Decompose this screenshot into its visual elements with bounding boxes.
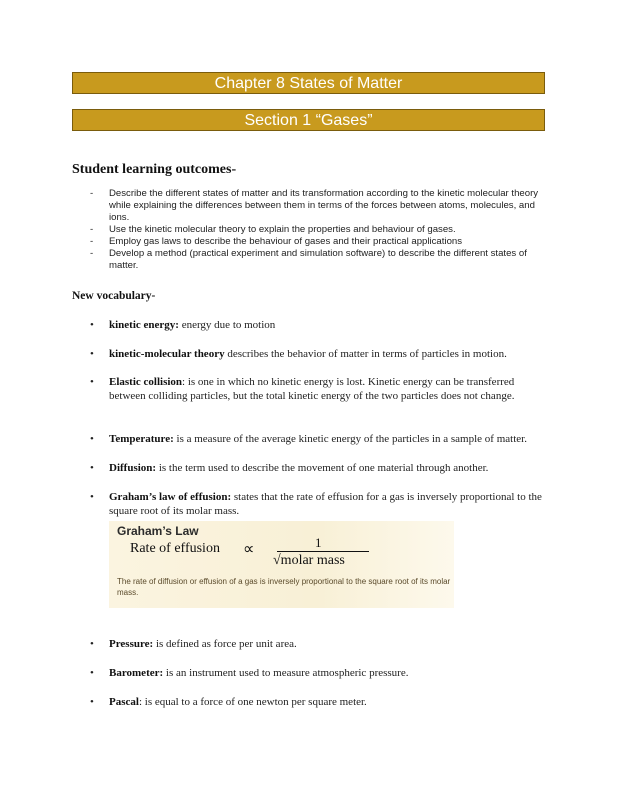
term-label: Temperature:	[109, 433, 174, 445]
vocab-term-pascal	[90, 695, 545, 709]
formula-denominator: √molar mass	[273, 553, 345, 568]
outcomes-list	[90, 188, 540, 272]
vocab-term-kinetic-molecular-theory	[90, 347, 545, 361]
grahams-law-figure	[109, 521, 454, 608]
term-definition: is a measure of the average kinetic energy of the particles in a sample of matter.	[173, 433, 527, 445]
bullet-icon: •	[90, 462, 94, 474]
outcome-text: Use the kinetic molecular theory to explain the properties and behaviour of gases.	[109, 224, 456, 235]
outcome-text: Describe the different states of matter and its transformation according to the kinetic molecular theory while explaining the differences between them in terms of the forces between atoms, molecules, and ions.	[109, 188, 539, 223]
term-label: kinetic-molecular theory	[109, 348, 225, 360]
bullet-icon: •	[90, 433, 94, 445]
bullet-icon: •	[90, 696, 94, 708]
bullet-icon: •	[90, 319, 94, 331]
term-definition: describes the behavior of matter in terms of particles in motion.	[224, 348, 507, 360]
proportional-symbol: ∝	[243, 539, 255, 558]
fraction-bar	[277, 551, 369, 552]
outcome-text: Employ gas laws to describe the behaviour of gases and their practical applications	[109, 236, 463, 247]
dash-marker: -	[90, 248, 94, 259]
dash-marker: -	[90, 224, 94, 235]
bullet-icon: •	[90, 376, 94, 388]
dash-marker: -	[90, 188, 94, 199]
term-definition: states that the rate of effusion for a gas is inversely proportional to the square root of its molar mass.	[109, 491, 542, 518]
outcome-item	[90, 248, 540, 272]
dash-marker: -	[90, 236, 94, 247]
term-definition: : is equal to a force of one newton per square meter.	[138, 696, 367, 708]
vocab-term-pressure	[90, 637, 545, 651]
term-label: kinetic energy:	[109, 319, 179, 331]
outcome-item	[90, 224, 540, 236]
bullet-icon: •	[90, 491, 94, 503]
vocab-term-elastic-collision	[90, 375, 545, 403]
outcome-item	[90, 236, 540, 248]
term-definition: is defined as force per unit area.	[153, 638, 297, 650]
bullet-icon: •	[90, 638, 94, 650]
chapter-title-banner: Chapter 8 States of Matter	[72, 72, 545, 94]
term-definition: is an instrument used to measure atmospheric pressure.	[163, 667, 409, 679]
vocabulary-heading: New vocabulary-	[72, 290, 156, 302]
term-label: Graham’s law of effusion:	[109, 491, 232, 503]
figure-title: Graham’s Law	[117, 524, 199, 538]
term-label: Pressure:	[109, 638, 154, 650]
vocab-term-diffusion	[90, 461, 545, 475]
outcome-item	[90, 188, 540, 224]
vocab-term-temperature	[90, 432, 545, 446]
outcome-text: Develop a method (practical experiment and simulation software) to describe the different states of matter.	[109, 248, 527, 271]
vocab-term-kinetic-energy	[90, 318, 545, 332]
term-definition: is the term used to describe the movement of one material through another.	[156, 462, 489, 474]
vocab-term-grahams-law	[90, 490, 545, 518]
formula-label: Rate of effusion	[130, 541, 220, 556]
section-title-banner: Section 1 “Gases”	[72, 109, 545, 131]
term-label: Diffusion:	[109, 462, 157, 474]
bullet-icon: •	[90, 348, 94, 360]
term-definition: : is one in which no kinetic energy is lost. Kinetic energy can be transferred between colliding particles, but the total kinetic energy of the two particles does not change.	[109, 376, 515, 403]
formula-numerator: 1	[315, 535, 322, 550]
term-definition: energy due to motion	[178, 319, 276, 331]
term-label: Pascal	[109, 696, 139, 708]
bullet-icon: •	[90, 667, 94, 679]
vocab-term-barometer	[90, 666, 545, 680]
figure-caption: The rate of diffusion or effusion of a gas is inversely proportional to the square root of its molar mass.	[117, 577, 451, 597]
outcomes-heading: Student learning outcomes-	[72, 162, 237, 177]
term-label: Barometer:	[109, 667, 164, 679]
term-label: Elastic collision	[109, 376, 183, 388]
